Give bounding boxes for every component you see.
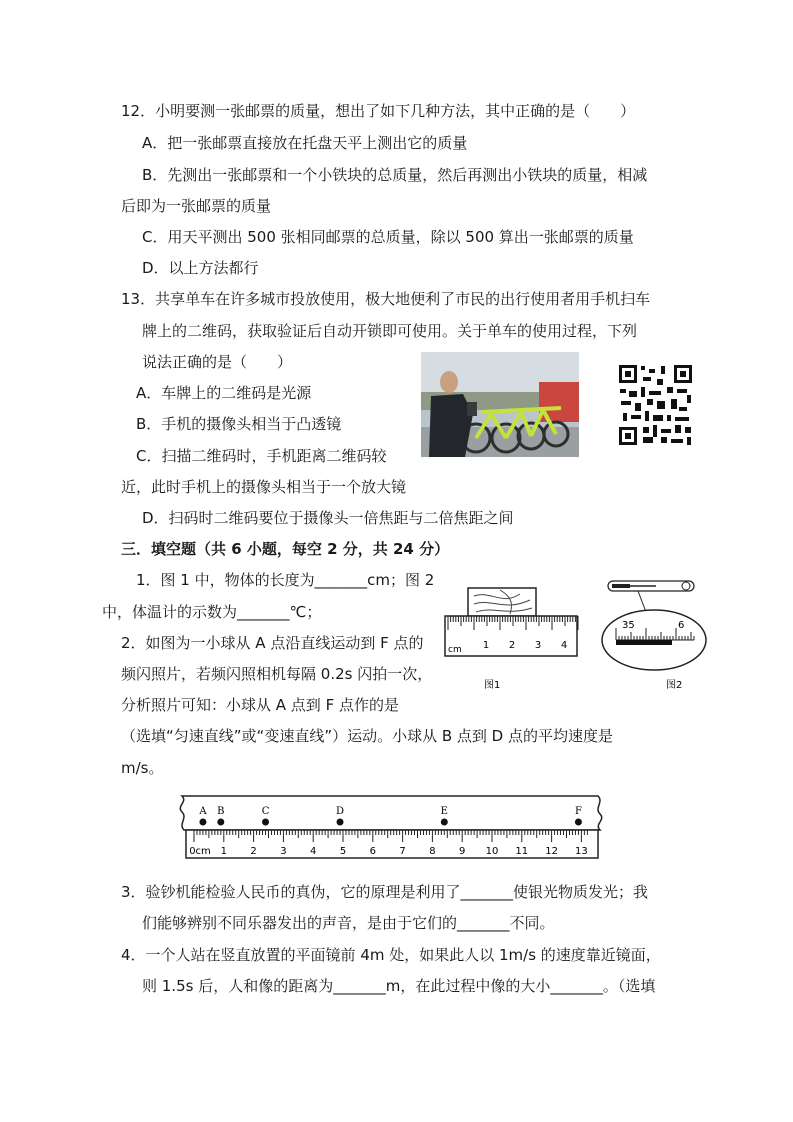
fill-2-line2: 频闪照片，若频闪照相机每隔 0.2s 闪拍一次， [121,665,433,683]
q12-stem: 12．小明要测一张邮票的质量，想出了如下几种方法，其中正确的是（ ） [121,102,636,120]
figure-2-thermometer [594,578,718,692]
fill-2-line4: （选填“匀速直线”或“变速直线”）运动。小球从 B 点到 D 点的平均速度是 [121,727,614,745]
fill-1-line1: 1．图 1 中，物体的长度为_______cm；图 2 [136,571,435,589]
q12-option-b-line2: 后即为一张邮票的质量 [121,197,272,215]
figure-1-tick-label: 2 [508,640,516,651]
strobe-point-label: F [574,806,582,817]
strobe-point-dot [575,819,582,826]
strobe-ruler-tick-label: 3 [280,846,287,857]
q13-option-c-line1: C．扫描二维码时，手机距离二维码较 [136,447,387,465]
fill-4-line2: 则 1.5s 后，人和像的距离为_______m，在此过程中像的大小_______。（选填 [142,977,656,995]
section-3-title: 三．填空题（共 6 小题，每空 2 分，共 24 分） [121,540,450,558]
figure-2-label-35: 35 [622,620,635,631]
strobe-point-label: A [199,806,207,817]
figure-1-ruler [440,582,580,692]
strobe-point-dot [262,819,269,826]
q12-option-b-line1: B．先测出一张邮票和一个小铁块的总质量，然后再测出小铁块的质量，相减 [142,166,648,184]
q13-stem-line3: 说法正确的是（ ） [142,353,293,371]
figure-1-tick-label: 4 [560,640,568,651]
q13-stem-line2: 牌上的二维码，获取验证后自动开锁即可使用。关于单车的使用过程，下列 [142,322,638,340]
strobe-ruler-tick-label: 11 [515,846,529,857]
strobe-point-dot [337,819,344,826]
q12-option-c: C．用天平测出 500 张相同邮票的总质量，除以 500 算出一张邮票的质量 [142,228,634,246]
bike-sharing-photo [421,352,579,457]
strobe-point-label: D [336,806,345,817]
q12-option-d: D．以上方法都行 [142,259,259,277]
strobe-ruler-tick-label: 1 [220,846,227,857]
strobe-point-dot [199,819,206,826]
fill-2-line1: 2．如图为一小球从 A 点沿直线运动到 F 点的 [121,634,424,652]
strobe-ruler-tick-label: 13 [575,846,588,857]
figure-2-label-6: 6 [678,620,685,631]
strobe-photo-ruler [170,790,610,862]
fill-2-line5: m/s。 [121,759,164,777]
strobe-ruler-tick-label: 2 [250,846,257,857]
strobe-ruler-tick-label: 8 [429,846,436,857]
q12-option-a: A．把一张邮票直接放在托盘天平上测出它的质量 [142,134,468,152]
q13-option-a: A．车牌上的二维码是光源 [136,384,312,402]
strobe-point-label: B [217,806,225,817]
figure-1-caption: 图1 [484,680,501,691]
figure-2-caption: 图2 [666,680,683,691]
strobe-point-label: C [261,806,270,817]
strobe-point-label: E [440,806,448,817]
strobe-ruler-tick-label: 4 [310,846,317,857]
fill-1-line2: 中，体温计的示数为_______℃； [102,603,322,621]
strobe-point-dot [217,819,224,826]
qr-code-image [617,363,694,447]
figure-1-tick-label: 1 [482,640,490,651]
fill-3-line2: 们能够辨别不同乐器发出的声音，是由于它们的_______不同。 [142,914,555,932]
strobe-point-dot [441,819,448,826]
q13-option-c-line2: 近，此时手机上的摄像头相当于一个放大镜 [121,478,407,496]
strobe-ruler-tick-label: 7 [399,846,406,857]
fill-2-line3: 分析照片可知：小球从 A 点到 F 点作的是 [121,696,399,714]
fill-3-line1: 3．验钞机能检验人民币的真伪，它的原理是利用了_______使银光物质发光；我 [121,883,649,901]
figure-1-tick-label: 3 [534,640,542,651]
strobe-ruler-tick-label: 5 [339,846,347,857]
figure-1-unit: cm [448,645,462,655]
strobe-ruler-tick-label: 0cm [189,846,211,857]
fill-4-line1: 4．一个人站在竖直放置的平面镜前 4m 处，如果此人以 1m/s 的速度靠近镜面， [121,946,661,964]
strobe-ruler-tick-label: 12 [545,846,558,857]
strobe-ruler-tick-label: 9 [459,846,466,857]
strobe-ruler-tick-label: 10 [485,846,499,857]
q13-option-b: B．手机的摄像头相当于凸透镜 [136,415,342,433]
q13-stem-line1: 13．共享单车在许多城市投放使用，极大地便利了市民的出行使用者用手机扫车 [121,290,651,308]
q13-option-d: D．扫码时二维码要位于摄像头一倍焦距与二倍焦距之间 [142,509,514,527]
strobe-ruler-tick-label: 6 [369,846,376,857]
